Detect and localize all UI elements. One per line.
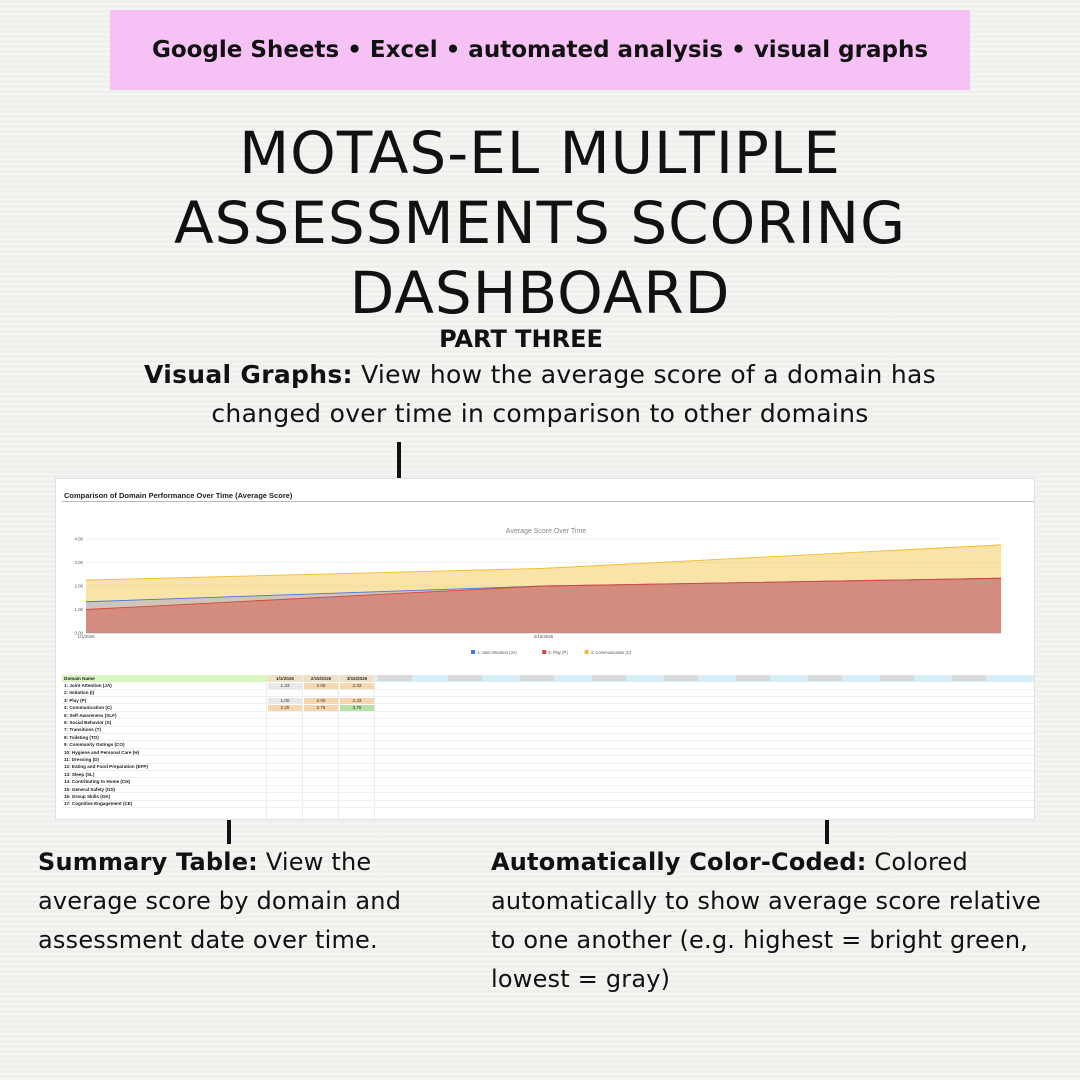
feature-banner (110, 10, 970, 90)
domain-name-cell[interactable]: 12: Eating and Food Preparation (EFP) (64, 764, 148, 770)
table-row (62, 742, 1034, 749)
table-row (62, 793, 1034, 800)
header-date-cell: 3/15/2026 (340, 675, 374, 682)
visual-graphs-label: Visual Graphs: (144, 360, 353, 389)
score-cell[interactable]: 3.75 (340, 705, 374, 711)
table-row (62, 764, 1034, 771)
placeholder-header-cell (378, 675, 412, 681)
y-tick-label: 1.00 (74, 607, 83, 612)
score-cell[interactable]: 2.25 (268, 705, 302, 711)
chart-title: Average Score Over Time (505, 528, 587, 535)
x-tick-label: 1/1/2026 (77, 634, 95, 639)
domain-name-cell[interactable]: 10: Hygiene and Personal Care (H) (64, 749, 140, 755)
part-subtitle: PART THREE (439, 325, 603, 353)
y-tick-label: 0.00 (74, 630, 83, 636)
table-row (62, 682, 1034, 689)
visual-graphs-text: View how the average score of a domain has changed over time in comparison to other domains (211, 360, 936, 428)
domain-name-cell[interactable]: 3: Play (P) (64, 697, 87, 703)
table-row (62, 705, 1034, 712)
domain-name-cell[interactable]: 8: Toileting (TO) (64, 734, 99, 740)
y-tick-label: 2.00 (74, 583, 83, 589)
sheet-divider (62, 501, 1034, 502)
visual-graphs-description (90, 355, 990, 433)
score-cell[interactable]: 2.33 (340, 683, 374, 689)
table-row (62, 719, 1034, 726)
score-cell[interactable]: 2.33 (340, 698, 374, 704)
placeholder-header-cell (808, 675, 842, 681)
summary-table-label: Summary Table: (38, 848, 258, 876)
y-tick-label: 4.00 (74, 536, 83, 542)
legend-swatch (542, 650, 546, 654)
placeholder-header-cell (880, 675, 914, 681)
table-row (62, 727, 1034, 734)
legend-label: 3: Play (P) (548, 650, 568, 655)
legend-swatch (585, 650, 589, 654)
placeholder-header-cell (592, 675, 626, 681)
score-cell[interactable]: 2.75 (304, 705, 338, 711)
domain-name-cell[interactable]: 17: Cognitive Engagement (CE) (64, 801, 133, 807)
title-line-1: MOTAS-EL MULTIPLE (239, 119, 841, 187)
domain-name-cell[interactable]: 2: Imitation (I) (64, 690, 95, 696)
domain-name-cell[interactable]: 4: Communication (C) (64, 705, 112, 711)
page-title (90, 118, 990, 328)
placeholder-header-cell (736, 675, 770, 681)
legend-label: 4: Communication (C) (590, 650, 632, 655)
score-cell[interactable]: 2.00 (304, 683, 338, 689)
domain-name-cell[interactable]: 16: Group Skills (GK) (64, 793, 111, 799)
domain-name-cell[interactable]: 6: Social Behavior (S) (64, 719, 112, 725)
table-row (62, 779, 1034, 786)
spreadsheet-screenshot (55, 478, 1035, 820)
color-coded-text: Colored automatically to show average score relative to one another (e.g. highest = bright green, lowest = gray) (491, 848, 1041, 993)
table-row (62, 712, 1034, 719)
summary-table-description (38, 843, 478, 960)
header-domain-name: Domain Name (62, 675, 268, 682)
table-row (62, 756, 1034, 763)
placeholder-header-cell (448, 675, 482, 681)
domain-name-cell[interactable]: 5: Self-Awareness (SLF) (64, 712, 117, 718)
table-row (62, 801, 1034, 808)
header-date-cell: 1/1/2026 (268, 675, 302, 682)
title-line-2: ASSESSMENTS SCORING (173, 189, 907, 257)
table-row (62, 771, 1034, 778)
domain-name-cell[interactable]: 14: Contributing to Home (CH) (64, 779, 131, 785)
y-tick-label: 3.00 (74, 560, 83, 565)
x-tick-label: 2/15/2026 (533, 634, 554, 639)
table-row (62, 734, 1034, 741)
placeholder-header-cell (664, 675, 698, 681)
banner-text: Google Sheets • Excel • automated analysis • visual graphs (151, 37, 929, 63)
domain-name-cell[interactable]: 9: Community Outings (CO) (64, 742, 125, 748)
score-cell[interactable]: 2.00 (304, 698, 338, 704)
domain-name-cell[interactable]: 1: Joint Attention (JA) (64, 682, 112, 688)
placeholder-header-cell (952, 675, 986, 681)
table-row (62, 749, 1034, 756)
color-coded-label: Automatically Color-Coded: (491, 848, 867, 876)
placeholder-header-cell (520, 675, 554, 681)
table-row (62, 690, 1034, 697)
domain-name-cell[interactable]: 7: Transitions (T) (64, 727, 102, 733)
score-cell[interactable]: 1.33 (268, 683, 302, 689)
domain-name-cell[interactable]: 11: Dressing (D) (64, 756, 99, 762)
color-coded-description (491, 843, 1041, 999)
table-row (62, 786, 1034, 793)
table-row (62, 697, 1034, 704)
legend-label: 1: Joint Attention (JA) (477, 650, 517, 655)
title-line-3: DASHBOARD (349, 259, 731, 327)
header-date-cell: 2/15/2026 (304, 675, 338, 682)
legend-swatch (471, 650, 475, 654)
summary-table-text: View the average score by domain and assessment date over time. (38, 848, 402, 954)
domain-name-cell[interactable]: 15: General Safety (GS) (64, 786, 116, 792)
score-cell[interactable]: 1.00 (268, 698, 302, 704)
domain-name-cell[interactable]: 13: Sleep (SL) (64, 771, 95, 777)
average-score-chart (56, 519, 1035, 669)
sheet-heading: Comparison of Domain Performance Over Time (Average Score) (64, 491, 293, 500)
